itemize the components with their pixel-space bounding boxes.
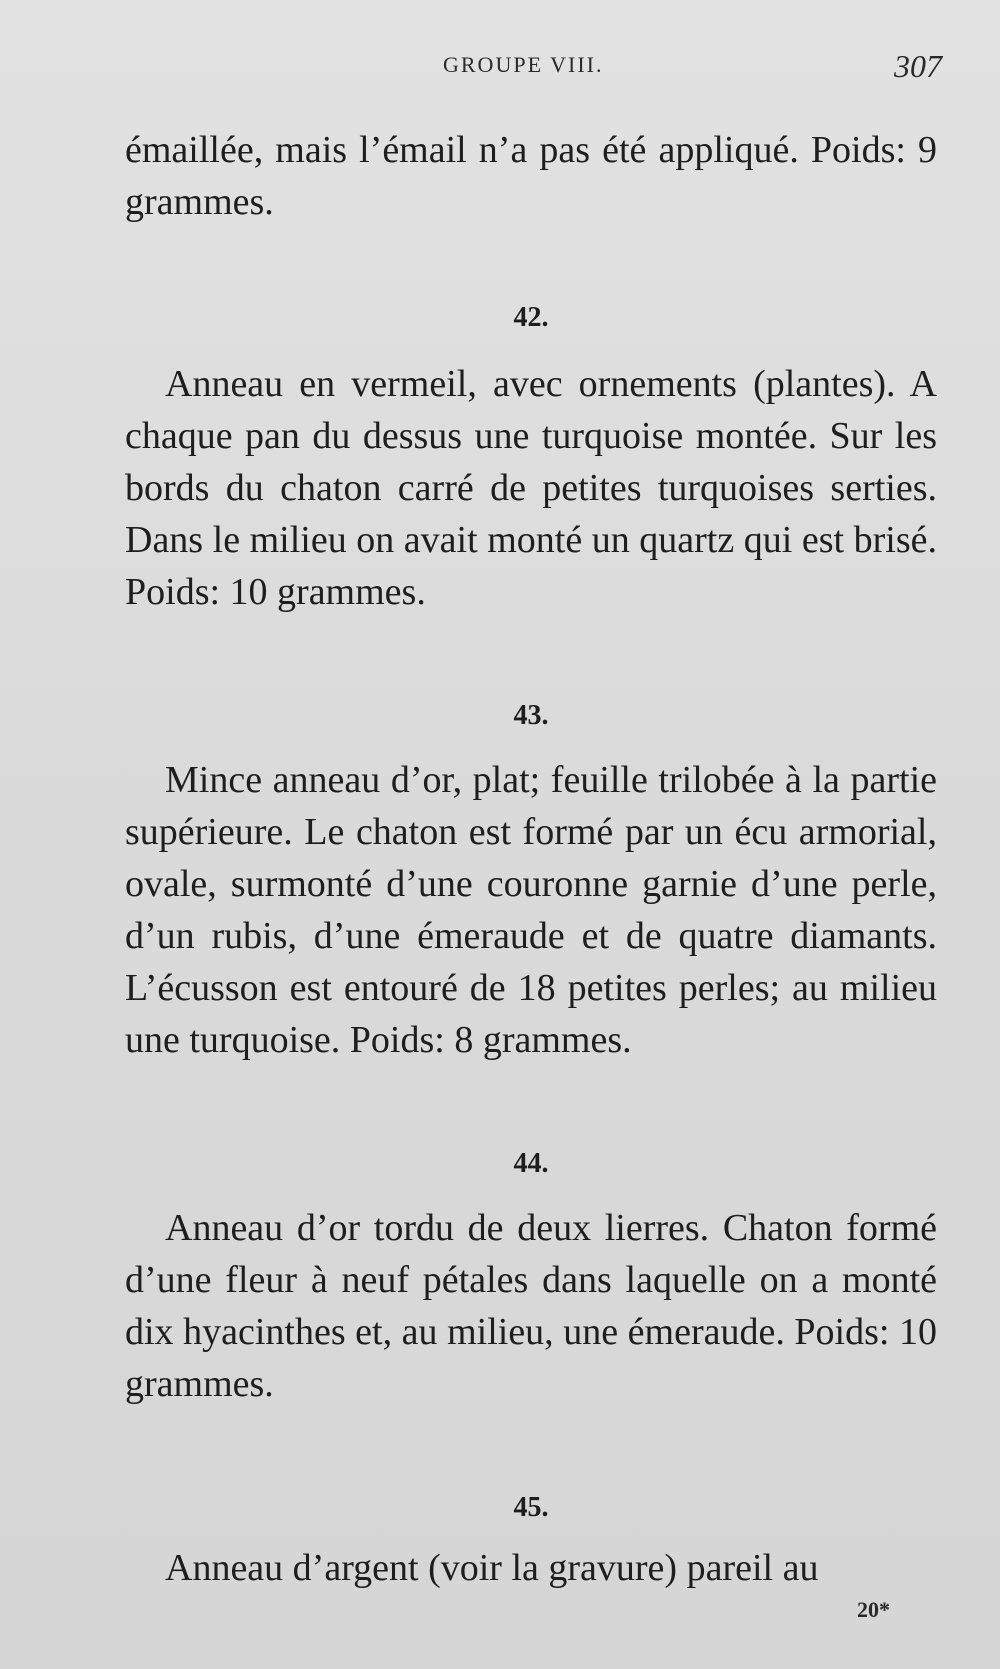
entry-42-text: Anneau en vermeil, avec ornements (plantes). A chaque pan du dessus une turquoise montée. Sur les bords du chaton carré de petites turquoises serties. Dans le milieu on avait monté un quartz qui est brisé. Poids: 10 grammes. — [125, 363, 937, 613]
entry-45-text: Anneau d’argent (voir la gravure) pareil au — [165, 1547, 819, 1589]
entry-44-text: Anneau d’or tordu de deux lierres. Chaton formé d’une fleur à neuf pétales dans laquelle on a monté dix hyacinthes et, au milieu, une émeraude. Poids: 10 grammes. — [125, 1207, 937, 1405]
page-number: 307 — [894, 48, 942, 84]
entry-number-43: 43. — [513, 700, 549, 731]
entry-43-text: Mince anneau d’or, plat; feuille trilobée à la partie supérieure. Le chaton est formé par un écu armorial, ovale, surmonté d’une couronne garnie d’une perle, d’un rubis, d’une émeraude et de quatre diamants. L’écusson est entouré de 18 petites perles; au milieu une turquoise. Poids: 8 grammes. — [125, 759, 937, 1061]
body-text — [125, 124, 937, 1594]
entry-41-continuation: émaillée, mais l’émail n’a pas été appliqué. Poids: 9 grammes. — [125, 129, 937, 223]
entry-number-45: 45. — [513, 1492, 549, 1523]
signature-mark: 20* — [857, 1597, 890, 1622]
entry-number-44: 44. — [513, 1148, 549, 1179]
running-head: GROUPE VIII. — [443, 52, 604, 77]
entry-number-42: 42. — [513, 302, 549, 333]
